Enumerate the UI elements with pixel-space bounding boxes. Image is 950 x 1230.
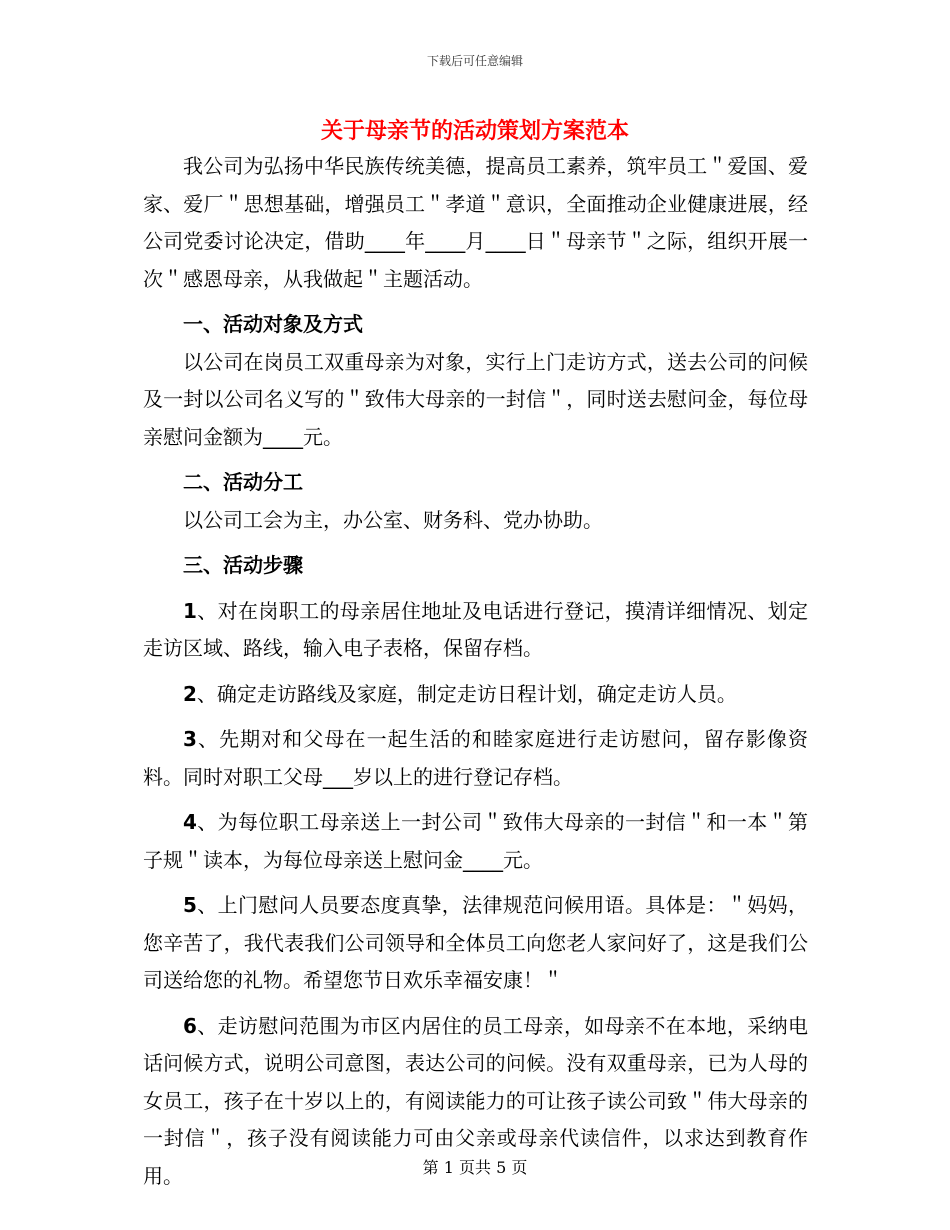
section-1-body: 以公司在岗员工双重母亲为对象，实行上门走访方式，送去公司的问候及一封以公司名义写的＂致伟大母亲的一封信＂，同时送去慰问金，每位母亲慰问金额为____元。 <box>143 349 808 449</box>
document-body <box>143 148 808 1195</box>
section-2-body: 以公司工会为主，办公室、财务科、党办协助。 <box>183 507 603 532</box>
step-text: 、对在岗职工的母亲居住地址及电话进行登记，摸清详细情况、划定走访区域、路线，输入电子表格，保留存档。 <box>143 598 808 660</box>
section-heading-1: 一、活动对象及方式 <box>183 312 363 336</box>
page-footer: 第 1 页共 5 页 <box>422 1158 528 1177</box>
step-text: 、上门慰问人员要态度真挚，法律规范问候用语。具体是：＂妈妈，您辛苦了，我代表我们公司领导和全体员工向您老人家问好了，这是我们公司送给您的礼物。希望您节日欢乐幸福安康！＂ <box>143 893 808 992</box>
section-heading-3: 三、活动步骤 <box>183 553 303 577</box>
intro-paragraph: 我公司为弘扬中华民族传统美德，提高员工素养，筑牢员工＂爱国、爱家、爱厂＂思想基础，增强员工＂孝道＂意识，全面推动企业健康进展，经公司党委讨论决定，借助____年____月____日＂母亲节＂之际，组织开展一次＂感恩母亲，从我做起＂主题活动。 <box>143 154 808 291</box>
step-text: 、为每位职工母亲送上一封公司＂致伟大母亲的一封信＂和一本＂第子规＂读本，为每位母亲送上慰问金____元。 <box>143 810 808 872</box>
step-number: 3 <box>183 727 197 751</box>
document-title: 关于母亲节的活动策划方案范本 <box>320 119 629 144</box>
step-text: 、走访慰问范围为市区内居住的员工母亲，如母亲不在本地，采纳电话问候方式，说明公司意图，表达公司的问候。没有双重母亲，已为人母的女员工，孩子在十岁以上的，有阅读能力的可让孩子读公司致＂伟大母亲的一封信＂，孩子没有阅读能力可由父亲或母亲代读信件，以求达到教育作用。 <box>143 1013 808 1188</box>
step-number: 5 <box>183 893 197 917</box>
section-heading-2: 二、活动分工 <box>183 470 303 494</box>
step-number: 6 <box>183 1013 197 1038</box>
step-text: 、先期对和父母在一起生活的和睦家庭进行走访慰问，留存影像资料。同时对职工父母___岁以上的进行登记存档。 <box>143 727 808 789</box>
step-number: 1 <box>183 598 197 623</box>
step-item <box>143 804 808 879</box>
step-item <box>143 593 808 668</box>
page-header: 下载后可任意编辑 <box>426 54 523 68</box>
step-number: 2 <box>183 681 197 706</box>
step-item <box>143 721 808 796</box>
step-item <box>143 887 808 1000</box>
step-item <box>143 676 808 714</box>
step-text: 、确定走访路线及家庭，制定走访日程计划，确定走访人员。 <box>196 681 737 706</box>
step-number: 4 <box>183 810 197 834</box>
